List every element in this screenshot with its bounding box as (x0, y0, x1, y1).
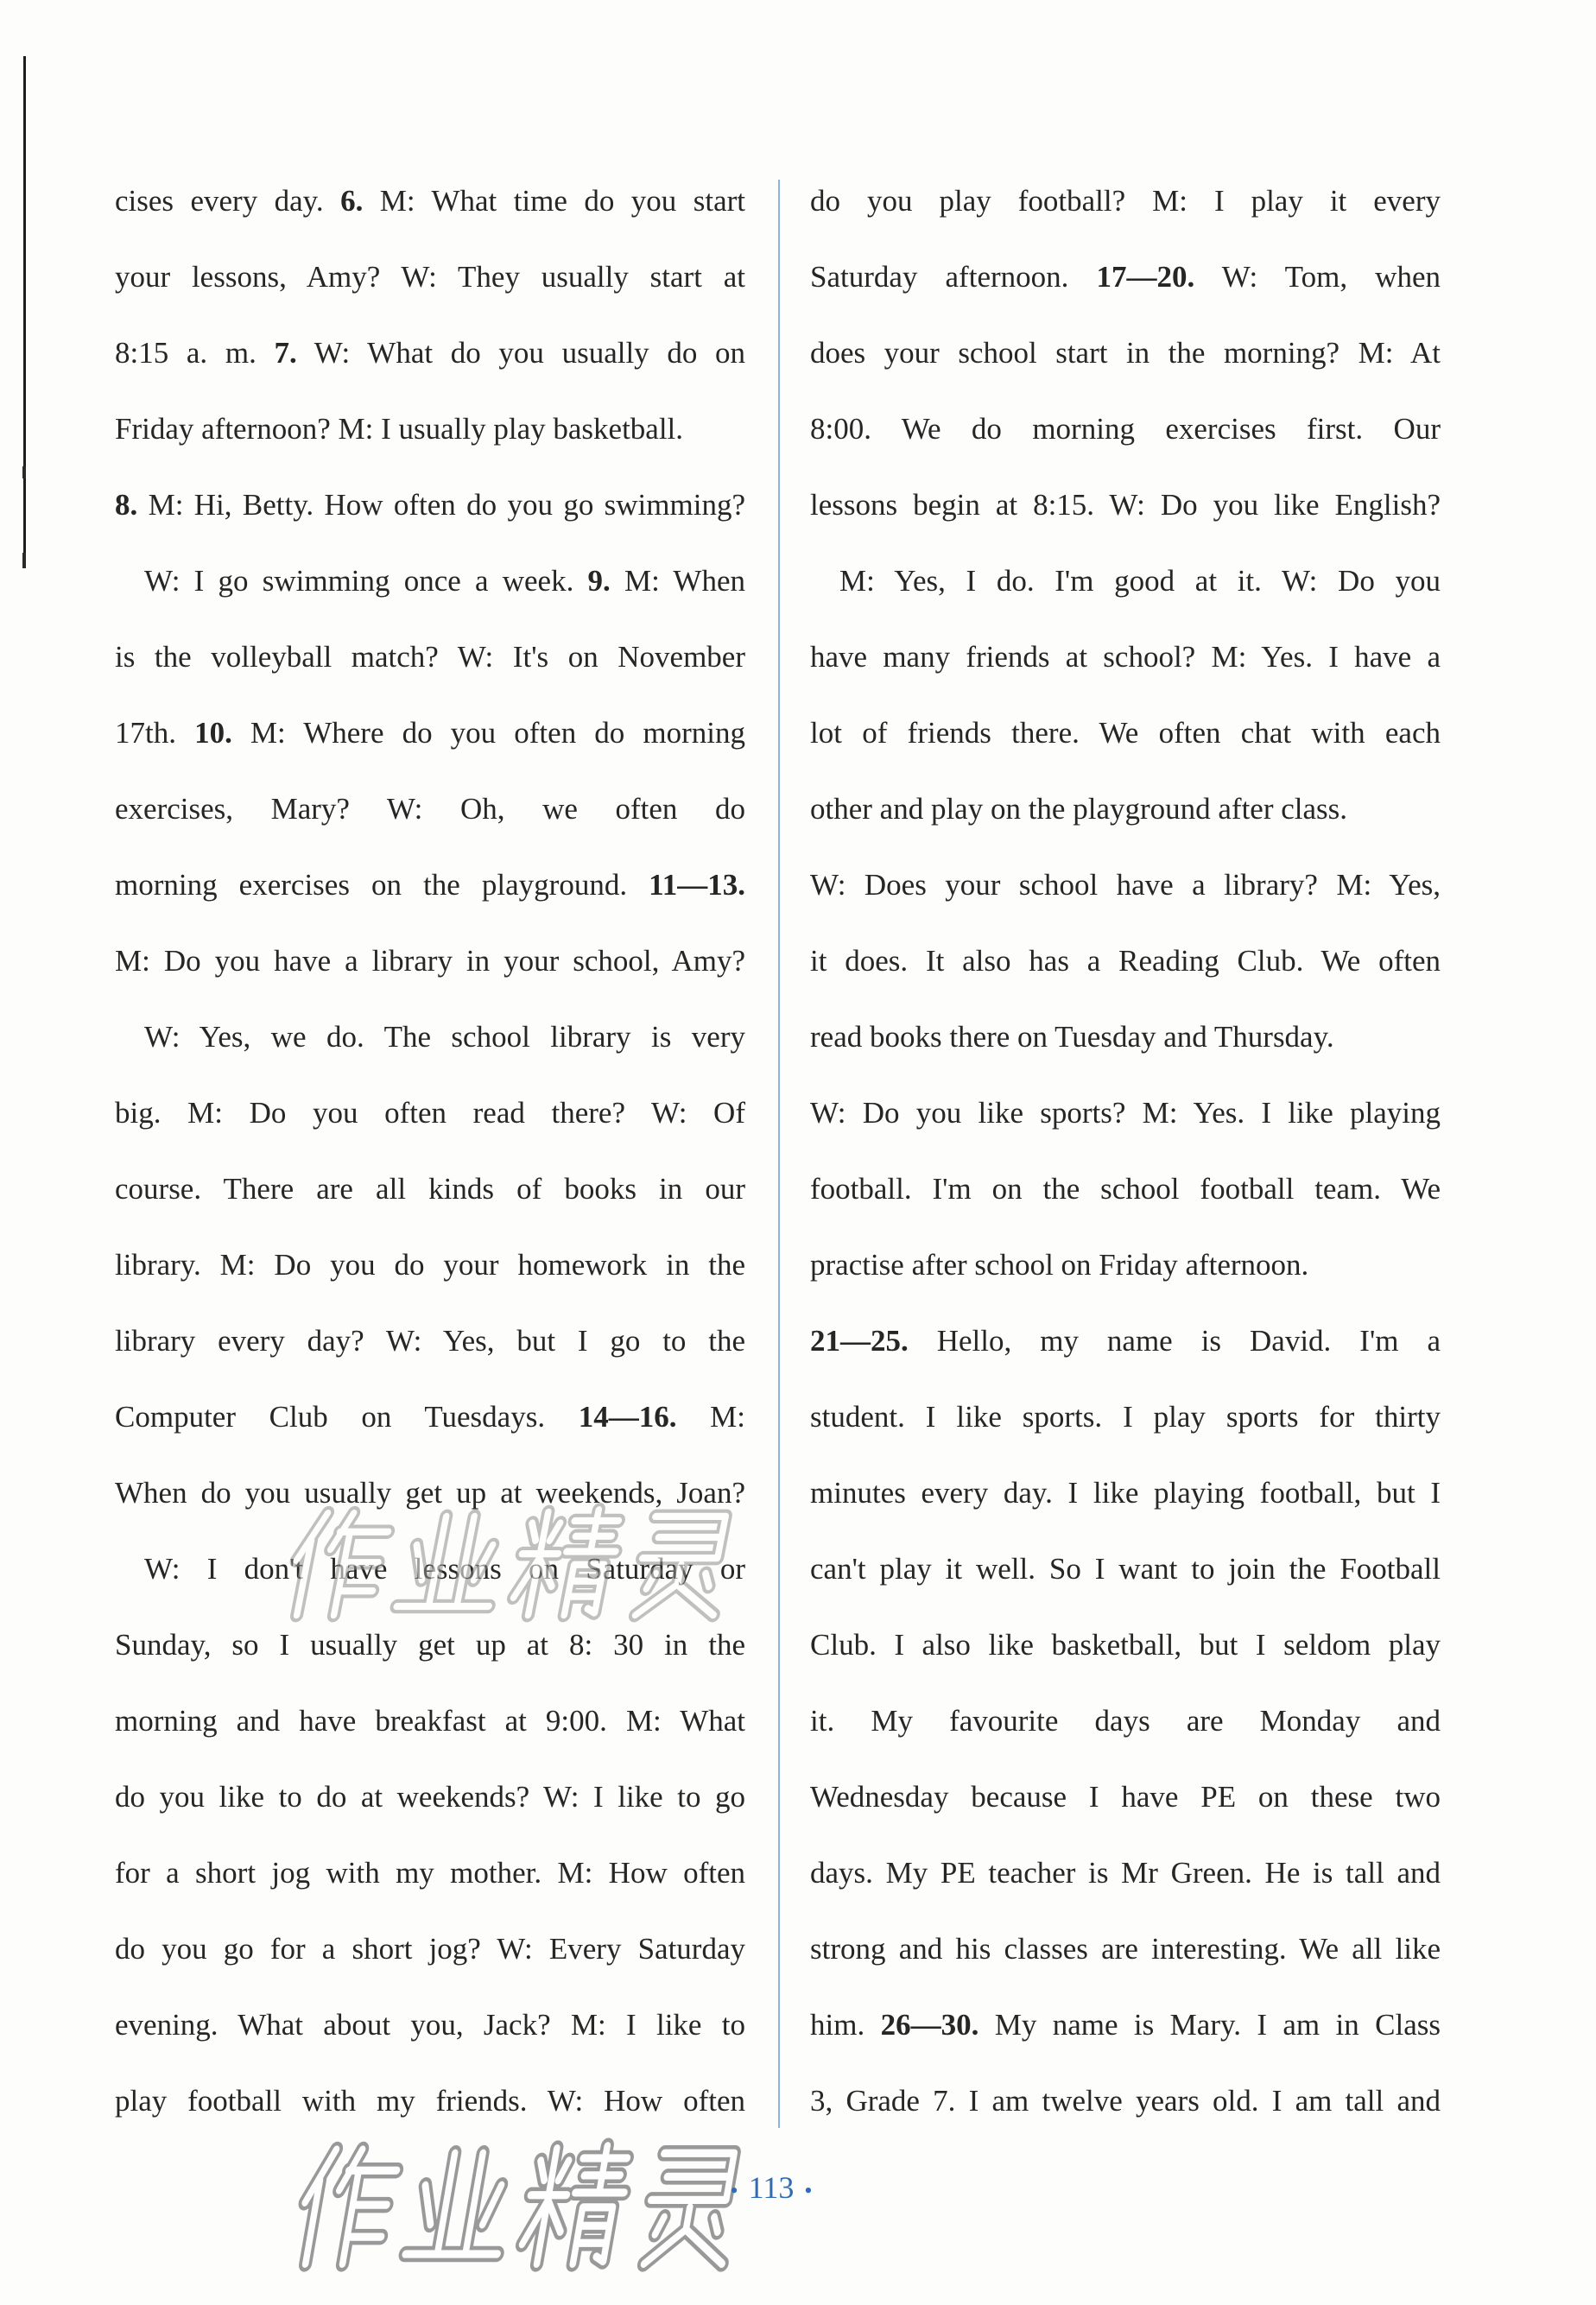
line-text: other and play on the playground after class. (810, 792, 1348, 826)
line-text: it does. It also has a Reading Club. We often (810, 944, 1441, 978)
question-number: 11—13. (649, 868, 745, 902)
line-text: is the volleyball match? W: It's on November (115, 640, 745, 674)
text-line (810, 847, 1441, 923)
line-text: M: When (610, 564, 745, 598)
question-number: 9. (587, 564, 611, 598)
line-text: M: Yes, I do. I'm good at it. W: Do you (839, 564, 1441, 598)
text-line (810, 1075, 1441, 1151)
text-line (810, 695, 1441, 771)
line-text: M: Where do you often do morning (231, 716, 745, 750)
text-line (115, 467, 745, 543)
line-text: cises every day. (115, 184, 341, 218)
line-text: does your school start in the morning? M: At (810, 336, 1441, 370)
line-text: can't play it well. So I want to join the Football (810, 1552, 1441, 1586)
text-line (115, 239, 745, 315)
page-number-right-dot: • (804, 2177, 813, 2203)
left-column (115, 163, 745, 2139)
line-text: W: I don't have lessons on Saturday or (144, 1552, 745, 1586)
line-text: practise after school on Friday afternoon. (810, 1248, 1309, 1282)
text-line (810, 1531, 1441, 1607)
text-line (810, 543, 1441, 619)
line-text: 8:15 a. m. (115, 336, 275, 370)
page-number-value: 113 (748, 2170, 795, 2205)
text-line (810, 1835, 1441, 1911)
line-text: evening. What about you, Jack? M: I like to (115, 2008, 745, 2042)
text-line (115, 619, 745, 695)
text-line (810, 239, 1441, 315)
text-line (115, 695, 745, 771)
line-text: 8:00. We do morning exercises first. Our (810, 412, 1441, 446)
text-line (115, 999, 745, 1075)
line-text: Saturday afternoon. (810, 260, 1097, 294)
watermark-logo (275, 1492, 745, 1635)
line-text: him. (810, 2008, 881, 2042)
page-number-left-dot: • (730, 2177, 738, 2203)
text-line (115, 1911, 745, 1987)
text-line (810, 1759, 1441, 1835)
text-line (810, 1987, 1441, 2063)
line-text: M: What time do you start (363, 184, 745, 218)
question-number: 21—25. (810, 1324, 909, 1358)
question-number: 6. (340, 184, 364, 218)
text-line (115, 771, 745, 847)
line-text: Hello, my name is David. I'm a (908, 1324, 1441, 1358)
text-line (810, 2063, 1441, 2139)
text-line (115, 163, 745, 239)
text-line (810, 1379, 1441, 1455)
line-text: minutes every day. I like playing football, but I (810, 1476, 1441, 1510)
line-text: W: Yes, we do. The school library is very (144, 1020, 745, 1054)
text-line (810, 1151, 1441, 1227)
binding-mark (22, 553, 26, 568)
text-line (810, 999, 1441, 1075)
question-number: 26—30. (880, 2008, 979, 2042)
text-line (115, 1835, 745, 1911)
line-text: read books there on Tuesday and Thursday. (810, 1020, 1334, 1054)
text-line (115, 923, 745, 999)
line-text: My name is Mary. I am in Class (978, 2008, 1441, 2042)
text-line (810, 1455, 1441, 1531)
text-line (115, 543, 745, 619)
text-line (115, 391, 745, 467)
binding-mark (22, 466, 26, 478)
line-text: morning exercises on the playground. (115, 868, 649, 902)
line-text: Sunday, so I usually get up at 8: 30 in the (115, 1628, 745, 1662)
line-text: Club. I also like basketball, but I seldom play (810, 1628, 1441, 1662)
text-line (115, 1303, 745, 1379)
line-text: When do you usually get up at weekends, Joan? (115, 1476, 745, 1510)
line-text: play football with my friends. W: How often (115, 2084, 745, 2118)
line-text: library every day? W: Yes, but I go to the (115, 1324, 745, 1358)
column-divider (778, 180, 780, 2128)
question-number: 14—16. (578, 1400, 677, 1434)
right-column (810, 163, 1441, 2139)
question-number: 10. (194, 716, 232, 750)
line-text: it. My favourite days are Monday and (810, 1704, 1441, 1738)
line-text: for a short jog with my mother. M: How often (115, 1856, 745, 1890)
text-line (810, 315, 1441, 391)
line-text: student. I like sports. I play sports for thirty (810, 1400, 1441, 1434)
line-text: football. I'm on the school football team. We (810, 1172, 1441, 1206)
text-line (810, 619, 1441, 695)
line-text: do you go for a short jog? W: Every Saturday (115, 1932, 745, 1966)
line-text: 17th. (115, 716, 195, 750)
line-text: do you like to do at weekends? W: I like to go (115, 1780, 745, 1814)
text-line (115, 1151, 745, 1227)
line-text: Wednesday because I have PE on these two (810, 1780, 1441, 1814)
text-line (115, 1683, 745, 1759)
text-line (810, 1683, 1441, 1759)
text-line (115, 1987, 745, 2063)
line-text: W: I go swimming once a week. (144, 564, 588, 598)
line-text: days. My PE teacher is Mr Green. He is tall and (810, 1856, 1441, 1890)
line-text: have many friends at school? M: Yes. I have a (810, 640, 1441, 674)
text-line (115, 1379, 745, 1455)
line-text: course. There are all kinds of books in our (115, 1172, 745, 1206)
line-text: morning and have breakfast at 9:00. M: What (115, 1704, 745, 1738)
text-line (810, 467, 1441, 543)
line-text: exercises, Mary? W: Oh, we often do (115, 792, 745, 826)
binding-edge (23, 56, 26, 566)
question-number: 7. (274, 336, 297, 370)
line-text: M: Do you have a library in your school, Amy? (115, 944, 745, 978)
line-text: 3, Grade 7. I am twelve years old. I am tall and (810, 2084, 1441, 2118)
line-text: strong and his classes are interesting. We all like (810, 1932, 1441, 1966)
text-line (810, 923, 1441, 999)
question-number: 17—20. (1096, 260, 1195, 294)
line-text: do you play football? M: I play it every (810, 184, 1441, 218)
line-text: M: Hi, Betty. How often do you go swimming? (137, 488, 745, 522)
text-line (810, 1911, 1441, 1987)
line-text: W: What do you usually do on (296, 336, 746, 370)
text-line (810, 163, 1441, 239)
text-line (115, 1075, 745, 1151)
line-text: your lessons, Amy? W: They usually start at (115, 260, 745, 294)
text-line (810, 1303, 1441, 1379)
line-text: lot of friends there. We often chat with each (810, 716, 1441, 750)
question-number: 8. (115, 488, 138, 522)
text-line (115, 1227, 745, 1303)
line-text: Friday afternoon? M: I usually play basketball. (115, 412, 684, 446)
line-text: W: Tom, when (1194, 260, 1441, 294)
line-text: W: Do you like sports? M: Yes. I like playing (810, 1096, 1441, 1130)
text-line (810, 771, 1441, 847)
line-text: lessons begin at 8:15. W: Do you like English? (810, 488, 1441, 522)
line-text: Computer Club on Tuesdays. (115, 1400, 579, 1434)
text-line (810, 1227, 1441, 1303)
text-line (810, 391, 1441, 467)
line-text: library. M: Do you do your homework in the (115, 1248, 745, 1282)
line-text: W: Does your school have a library? M: Yes, (810, 868, 1441, 902)
text-line (810, 1607, 1441, 1683)
text-line (115, 1759, 745, 1835)
page-number (668, 2162, 875, 2213)
text-line (115, 847, 745, 923)
line-text: M: (676, 1400, 745, 1434)
line-text: big. M: Do you often read there? W: Of (115, 1096, 745, 1130)
text-line (115, 315, 745, 391)
